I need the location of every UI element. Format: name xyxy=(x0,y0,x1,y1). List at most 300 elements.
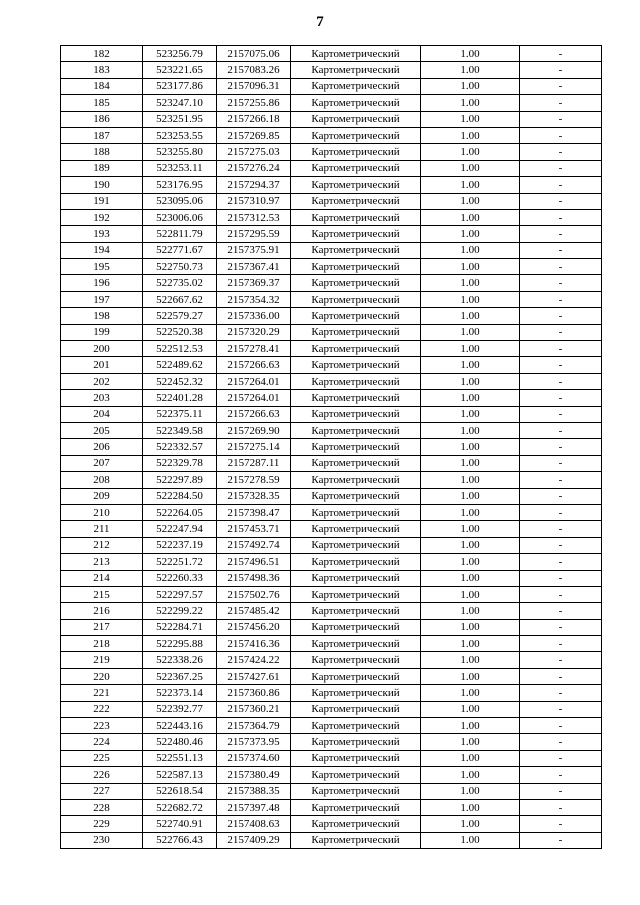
point-number-cell: 194 xyxy=(61,242,143,258)
note-cell: - xyxy=(520,324,602,340)
table-row xyxy=(61,734,602,750)
point-number-cell: 217 xyxy=(61,619,143,635)
table-row xyxy=(61,619,602,635)
method-cell: Картометрический xyxy=(291,62,421,78)
x-coordinate-cell: 522401.28 xyxy=(143,390,217,406)
accuracy-cell: 1.00 xyxy=(421,406,520,422)
x-coordinate-cell: 522512.53 xyxy=(143,341,217,357)
accuracy-cell: 1.00 xyxy=(421,62,520,78)
point-number-cell: 230 xyxy=(61,832,143,848)
y-coordinate-cell: 2157275.14 xyxy=(217,439,291,455)
method-cell: Картометрический xyxy=(291,373,421,389)
point-number-cell: 206 xyxy=(61,439,143,455)
accuracy-cell: 1.00 xyxy=(421,537,520,553)
note-cell: - xyxy=(520,685,602,701)
y-coordinate-cell: 2157360.21 xyxy=(217,701,291,717)
accuracy-cell: 1.00 xyxy=(421,390,520,406)
note-cell: - xyxy=(520,127,602,143)
table-row xyxy=(61,701,602,717)
x-coordinate-cell: 522740.91 xyxy=(143,816,217,832)
note-cell: - xyxy=(520,209,602,225)
point-number-cell: 229 xyxy=(61,816,143,832)
x-coordinate-cell: 522811.79 xyxy=(143,226,217,242)
table-row xyxy=(61,78,602,94)
note-cell: - xyxy=(520,373,602,389)
method-cell: Картометрический xyxy=(291,668,421,684)
note-cell: - xyxy=(520,521,602,537)
note-cell: - xyxy=(520,783,602,799)
method-cell: Картометрический xyxy=(291,455,421,471)
point-number-cell: 216 xyxy=(61,603,143,619)
method-cell: Картометрический xyxy=(291,767,421,783)
point-number-cell: 209 xyxy=(61,488,143,504)
point-number-cell: 214 xyxy=(61,570,143,586)
accuracy-cell: 1.00 xyxy=(421,275,520,291)
point-number-cell: 189 xyxy=(61,160,143,176)
table-row xyxy=(61,308,602,324)
method-cell: Картометрический xyxy=(291,521,421,537)
table-row xyxy=(61,767,602,783)
x-coordinate-cell: 523006.06 xyxy=(143,209,217,225)
table-row xyxy=(61,193,602,209)
point-number-cell: 224 xyxy=(61,734,143,750)
x-coordinate-cell: 523247.10 xyxy=(143,95,217,111)
method-cell: Картометрический xyxy=(291,275,421,291)
method-cell: Картометрический xyxy=(291,504,421,520)
accuracy-cell: 1.00 xyxy=(421,160,520,176)
accuracy-cell: 1.00 xyxy=(421,668,520,684)
point-number-cell: 185 xyxy=(61,95,143,111)
point-number-cell: 222 xyxy=(61,701,143,717)
table-row xyxy=(61,209,602,225)
coordinates-table-body xyxy=(61,46,602,849)
table-row xyxy=(61,111,602,127)
note-cell: - xyxy=(520,619,602,635)
point-number-cell: 192 xyxy=(61,209,143,225)
accuracy-cell: 1.00 xyxy=(421,816,520,832)
y-coordinate-cell: 2157502.76 xyxy=(217,586,291,602)
point-number-cell: 213 xyxy=(61,554,143,570)
accuracy-cell: 1.00 xyxy=(421,209,520,225)
note-cell: - xyxy=(520,193,602,209)
accuracy-cell: 1.00 xyxy=(421,554,520,570)
table-row xyxy=(61,373,602,389)
note-cell: - xyxy=(520,767,602,783)
note-cell: - xyxy=(520,160,602,176)
x-coordinate-cell: 522443.16 xyxy=(143,718,217,734)
point-number-cell: 188 xyxy=(61,144,143,160)
method-cell: Картометрический xyxy=(291,390,421,406)
accuracy-cell: 1.00 xyxy=(421,783,520,799)
x-coordinate-cell: 522579.27 xyxy=(143,308,217,324)
accuracy-cell: 1.00 xyxy=(421,734,520,750)
point-number-cell: 190 xyxy=(61,177,143,193)
y-coordinate-cell: 2157360.86 xyxy=(217,685,291,701)
point-number-cell: 195 xyxy=(61,259,143,275)
method-cell: Картометрический xyxy=(291,652,421,668)
accuracy-cell: 1.00 xyxy=(421,767,520,783)
y-coordinate-cell: 2157096.31 xyxy=(217,78,291,94)
table-row xyxy=(61,177,602,193)
note-cell: - xyxy=(520,554,602,570)
accuracy-cell: 1.00 xyxy=(421,111,520,127)
point-number-cell: 186 xyxy=(61,111,143,127)
accuracy-cell: 1.00 xyxy=(421,308,520,324)
x-coordinate-cell: 522489.62 xyxy=(143,357,217,373)
x-coordinate-cell: 522520.38 xyxy=(143,324,217,340)
method-cell: Картометрический xyxy=(291,209,421,225)
y-coordinate-cell: 2157496.51 xyxy=(217,554,291,570)
table-row xyxy=(61,160,602,176)
point-number-cell: 202 xyxy=(61,373,143,389)
note-cell: - xyxy=(520,488,602,504)
y-coordinate-cell: 2157312.53 xyxy=(217,209,291,225)
point-number-cell: 193 xyxy=(61,226,143,242)
method-cell: Картометрический xyxy=(291,685,421,701)
accuracy-cell: 1.00 xyxy=(421,603,520,619)
point-number-cell: 223 xyxy=(61,718,143,734)
method-cell: Картометрический xyxy=(291,586,421,602)
accuracy-cell: 1.00 xyxy=(421,177,520,193)
point-number-cell: 204 xyxy=(61,406,143,422)
x-coordinate-cell: 522332.57 xyxy=(143,439,217,455)
note-cell: - xyxy=(520,226,602,242)
table-row xyxy=(61,783,602,799)
method-cell: Картометрический xyxy=(291,799,421,815)
y-coordinate-cell: 2157354.32 xyxy=(217,291,291,307)
point-number-cell: 220 xyxy=(61,668,143,684)
method-cell: Картометрический xyxy=(291,78,421,94)
table-row xyxy=(61,636,602,652)
accuracy-cell: 1.00 xyxy=(421,324,520,340)
point-number-cell: 196 xyxy=(61,275,143,291)
method-cell: Картометрический xyxy=(291,226,421,242)
y-coordinate-cell: 2157492.74 xyxy=(217,537,291,553)
method-cell: Картометрический xyxy=(291,619,421,635)
table-row xyxy=(61,357,602,373)
note-cell: - xyxy=(520,734,602,750)
table-row xyxy=(61,127,602,143)
y-coordinate-cell: 2157310.97 xyxy=(217,193,291,209)
y-coordinate-cell: 2157320.29 xyxy=(217,324,291,340)
x-coordinate-cell: 522264.05 xyxy=(143,504,217,520)
note-cell: - xyxy=(520,95,602,111)
note-cell: - xyxy=(520,242,602,258)
note-cell: - xyxy=(520,422,602,438)
x-coordinate-cell: 522375.11 xyxy=(143,406,217,422)
coordinates-table xyxy=(60,45,602,849)
note-cell: - xyxy=(520,816,602,832)
accuracy-cell: 1.00 xyxy=(421,242,520,258)
x-coordinate-cell: 522295.88 xyxy=(143,636,217,652)
accuracy-cell: 1.00 xyxy=(421,701,520,717)
point-number-cell: 197 xyxy=(61,291,143,307)
accuracy-cell: 1.00 xyxy=(421,832,520,848)
method-cell: Картометрический xyxy=(291,570,421,586)
x-coordinate-cell: 522299.22 xyxy=(143,603,217,619)
table-row xyxy=(61,422,602,438)
table-row xyxy=(61,816,602,832)
method-cell: Картометрический xyxy=(291,554,421,570)
y-coordinate-cell: 2157388.35 xyxy=(217,783,291,799)
accuracy-cell: 1.00 xyxy=(421,504,520,520)
table-row xyxy=(61,455,602,471)
accuracy-cell: 1.00 xyxy=(421,95,520,111)
y-coordinate-cell: 2157264.01 xyxy=(217,390,291,406)
note-cell: - xyxy=(520,718,602,734)
y-coordinate-cell: 2157398.47 xyxy=(217,504,291,520)
y-coordinate-cell: 2157083.26 xyxy=(217,62,291,78)
x-coordinate-cell: 522735.02 xyxy=(143,275,217,291)
table-row xyxy=(61,799,602,815)
x-coordinate-cell: 523176.95 xyxy=(143,177,217,193)
method-cell: Картометрический xyxy=(291,816,421,832)
method-cell: Картометрический xyxy=(291,242,421,258)
note-cell: - xyxy=(520,455,602,471)
table-row xyxy=(61,226,602,242)
method-cell: Картометрический xyxy=(291,734,421,750)
point-number-cell: 227 xyxy=(61,783,143,799)
accuracy-cell: 1.00 xyxy=(421,652,520,668)
table-row xyxy=(61,390,602,406)
table-row xyxy=(61,521,602,537)
note-cell: - xyxy=(520,111,602,127)
y-coordinate-cell: 2157264.01 xyxy=(217,373,291,389)
note-cell: - xyxy=(520,636,602,652)
accuracy-cell: 1.00 xyxy=(421,291,520,307)
table-row xyxy=(61,488,602,504)
y-coordinate-cell: 2157375.91 xyxy=(217,242,291,258)
y-coordinate-cell: 2157456.20 xyxy=(217,619,291,635)
point-number-cell: 228 xyxy=(61,799,143,815)
table-row xyxy=(61,832,602,848)
y-coordinate-cell: 2157485.42 xyxy=(217,603,291,619)
point-number-cell: 207 xyxy=(61,455,143,471)
x-coordinate-cell: 522480.46 xyxy=(143,734,217,750)
method-cell: Картометрический xyxy=(291,603,421,619)
note-cell: - xyxy=(520,144,602,160)
accuracy-cell: 1.00 xyxy=(421,226,520,242)
point-number-cell: 218 xyxy=(61,636,143,652)
note-cell: - xyxy=(520,406,602,422)
method-cell: Картометрический xyxy=(291,177,421,193)
note-cell: - xyxy=(520,439,602,455)
x-coordinate-cell: 522284.50 xyxy=(143,488,217,504)
note-cell: - xyxy=(520,799,602,815)
method-cell: Картометрический xyxy=(291,341,421,357)
y-coordinate-cell: 2157367.41 xyxy=(217,259,291,275)
point-number-cell: 225 xyxy=(61,750,143,766)
note-cell: - xyxy=(520,668,602,684)
x-coordinate-cell: 523253.55 xyxy=(143,127,217,143)
y-coordinate-cell: 2157427.61 xyxy=(217,668,291,684)
note-cell: - xyxy=(520,259,602,275)
accuracy-cell: 1.00 xyxy=(421,619,520,635)
point-number-cell: 226 xyxy=(61,767,143,783)
x-coordinate-cell: 522284.71 xyxy=(143,619,217,635)
x-coordinate-cell: 522771.67 xyxy=(143,242,217,258)
note-cell: - xyxy=(520,78,602,94)
note-cell: - xyxy=(520,750,602,766)
y-coordinate-cell: 2157266.18 xyxy=(217,111,291,127)
note-cell: - xyxy=(520,586,602,602)
note-cell: - xyxy=(520,603,602,619)
x-coordinate-cell: 523251.95 xyxy=(143,111,217,127)
y-coordinate-cell: 2157287.11 xyxy=(217,455,291,471)
accuracy-cell: 1.00 xyxy=(421,341,520,357)
x-coordinate-cell: 522297.57 xyxy=(143,586,217,602)
y-coordinate-cell: 2157278.59 xyxy=(217,472,291,488)
point-number-cell: 183 xyxy=(61,62,143,78)
method-cell: Картометрический xyxy=(291,308,421,324)
note-cell: - xyxy=(520,177,602,193)
accuracy-cell: 1.00 xyxy=(421,718,520,734)
x-coordinate-cell: 523177.86 xyxy=(143,78,217,94)
x-coordinate-cell: 522260.33 xyxy=(143,570,217,586)
y-coordinate-cell: 2157075.06 xyxy=(217,46,291,62)
y-coordinate-cell: 2157380.49 xyxy=(217,767,291,783)
method-cell: Картометрический xyxy=(291,127,421,143)
method-cell: Картометрический xyxy=(291,636,421,652)
note-cell: - xyxy=(520,832,602,848)
method-cell: Картометрический xyxy=(291,324,421,340)
y-coordinate-cell: 2157369.37 xyxy=(217,275,291,291)
x-coordinate-cell: 523256.79 xyxy=(143,46,217,62)
x-coordinate-cell: 522587.13 xyxy=(143,767,217,783)
accuracy-cell: 1.00 xyxy=(421,799,520,815)
y-coordinate-cell: 2157266.63 xyxy=(217,406,291,422)
method-cell: Картометрический xyxy=(291,701,421,717)
y-coordinate-cell: 2157373.95 xyxy=(217,734,291,750)
method-cell: Картометрический xyxy=(291,832,421,848)
x-coordinate-cell: 523255.80 xyxy=(143,144,217,160)
point-number-cell: 219 xyxy=(61,652,143,668)
x-coordinate-cell: 522766.43 xyxy=(143,832,217,848)
point-number-cell: 201 xyxy=(61,357,143,373)
table-row xyxy=(61,406,602,422)
note-cell: - xyxy=(520,62,602,78)
note-cell: - xyxy=(520,504,602,520)
y-coordinate-cell: 2157269.85 xyxy=(217,127,291,143)
table-row xyxy=(61,570,602,586)
table-row xyxy=(61,439,602,455)
accuracy-cell: 1.00 xyxy=(421,439,520,455)
accuracy-cell: 1.00 xyxy=(421,373,520,389)
note-cell: - xyxy=(520,46,602,62)
x-coordinate-cell: 522551.13 xyxy=(143,750,217,766)
table-row xyxy=(61,291,602,307)
note-cell: - xyxy=(520,472,602,488)
y-coordinate-cell: 2157255.86 xyxy=(217,95,291,111)
y-coordinate-cell: 2157424.22 xyxy=(217,652,291,668)
table-row xyxy=(61,504,602,520)
table-row xyxy=(61,685,602,701)
note-cell: - xyxy=(520,357,602,373)
x-coordinate-cell: 522392.77 xyxy=(143,701,217,717)
table-row xyxy=(61,750,602,766)
y-coordinate-cell: 2157498.36 xyxy=(217,570,291,586)
method-cell: Картометрический xyxy=(291,783,421,799)
method-cell: Картометрический xyxy=(291,422,421,438)
point-number-cell: 208 xyxy=(61,472,143,488)
table-row xyxy=(61,275,602,291)
table-row xyxy=(61,242,602,258)
point-number-cell: 221 xyxy=(61,685,143,701)
x-coordinate-cell: 523095.06 xyxy=(143,193,217,209)
accuracy-cell: 1.00 xyxy=(421,636,520,652)
table-row xyxy=(61,46,602,62)
x-coordinate-cell: 523253.11 xyxy=(143,160,217,176)
note-cell: - xyxy=(520,341,602,357)
point-number-cell: 199 xyxy=(61,324,143,340)
y-coordinate-cell: 2157364.79 xyxy=(217,718,291,734)
y-coordinate-cell: 2157266.63 xyxy=(217,357,291,373)
y-coordinate-cell: 2157397.48 xyxy=(217,799,291,815)
x-coordinate-cell: 522349.58 xyxy=(143,422,217,438)
accuracy-cell: 1.00 xyxy=(421,422,520,438)
table-row xyxy=(61,718,602,734)
x-coordinate-cell: 522237.19 xyxy=(143,537,217,553)
y-coordinate-cell: 2157275.03 xyxy=(217,144,291,160)
method-cell: Картометрический xyxy=(291,537,421,553)
x-coordinate-cell: 522251.72 xyxy=(143,554,217,570)
table-row xyxy=(61,603,602,619)
table-row xyxy=(61,95,602,111)
accuracy-cell: 1.00 xyxy=(421,685,520,701)
table-row xyxy=(61,537,602,553)
y-coordinate-cell: 2157336.00 xyxy=(217,308,291,324)
method-cell: Картометрический xyxy=(291,111,421,127)
note-cell: - xyxy=(520,570,602,586)
page-number: 7 xyxy=(316,14,324,30)
accuracy-cell: 1.00 xyxy=(421,193,520,209)
note-cell: - xyxy=(520,275,602,291)
y-coordinate-cell: 2157295.59 xyxy=(217,226,291,242)
x-coordinate-cell: 522338.26 xyxy=(143,652,217,668)
y-coordinate-cell: 2157416.36 xyxy=(217,636,291,652)
method-cell: Картометрический xyxy=(291,291,421,307)
x-coordinate-cell: 523221.65 xyxy=(143,62,217,78)
accuracy-cell: 1.00 xyxy=(421,488,520,504)
point-number-cell: 210 xyxy=(61,504,143,520)
y-coordinate-cell: 2157276.24 xyxy=(217,160,291,176)
method-cell: Картометрический xyxy=(291,259,421,275)
note-cell: - xyxy=(520,390,602,406)
table-row xyxy=(61,472,602,488)
accuracy-cell: 1.00 xyxy=(421,259,520,275)
table-row xyxy=(61,144,602,160)
point-number-cell: 211 xyxy=(61,521,143,537)
table-row xyxy=(61,62,602,78)
method-cell: Картометрический xyxy=(291,439,421,455)
table-row xyxy=(61,324,602,340)
accuracy-cell: 1.00 xyxy=(421,357,520,373)
y-coordinate-cell: 2157278.41 xyxy=(217,341,291,357)
y-coordinate-cell: 2157408.63 xyxy=(217,816,291,832)
point-number-cell: 187 xyxy=(61,127,143,143)
y-coordinate-cell: 2157409.29 xyxy=(217,832,291,848)
method-cell: Картометрический xyxy=(291,472,421,488)
x-coordinate-cell: 522373.14 xyxy=(143,685,217,701)
method-cell: Картометрический xyxy=(291,718,421,734)
accuracy-cell: 1.00 xyxy=(421,570,520,586)
accuracy-cell: 1.00 xyxy=(421,521,520,537)
table-row xyxy=(61,586,602,602)
accuracy-cell: 1.00 xyxy=(421,472,520,488)
point-number-cell: 191 xyxy=(61,193,143,209)
y-coordinate-cell: 2157294.37 xyxy=(217,177,291,193)
accuracy-cell: 1.00 xyxy=(421,78,520,94)
